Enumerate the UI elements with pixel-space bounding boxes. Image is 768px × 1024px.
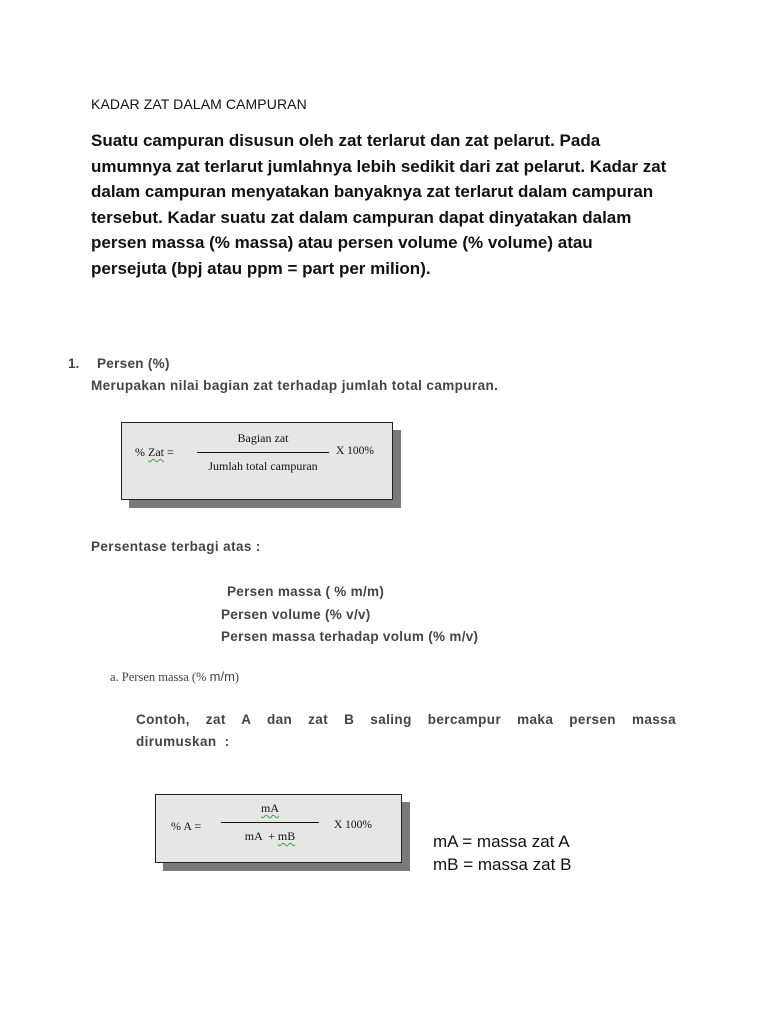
subsection-prefix: a. Persen massa (% [110,670,210,684]
page-title: KADAR ZAT DALAM CAMPURAN [91,96,307,112]
percent-types-heading: Persentase terbagi atas : [91,539,261,554]
formula-denominator: Jumlah total campuran [208,459,318,473]
formula-lhs [135,445,174,460]
formula-lhs-eq: = [164,445,174,459]
percent-types-list [221,581,478,649]
section-heading: Persen (%) [97,356,170,371]
formula-multiplier: X 100% [336,445,375,457]
formula-legend [433,830,571,876]
formula-denominator-a: mA [244,829,263,843]
formula-plus: + [262,829,278,843]
formula-lhs: % A = [171,819,202,833]
list-item: Persen massa terhadap volum (% m/v) [221,629,479,644]
example-text: Contoh, zat A dan zat B saling bercampur maka persen massa dirumuskan : [136,712,676,749]
formula-lhs-prefix: % [135,445,148,459]
mass-percent-formula-box [155,794,402,863]
formula-numerator-var: mA [261,801,279,815]
formula-numerator: Bagian zat [237,431,289,445]
formula-lhs-var: Zat [148,445,164,459]
list-item: Persen massa ( % m/m) [227,584,385,599]
formula-denominator-b: mB [277,829,296,843]
subsection-heading [110,669,239,685]
formula-multiplier: X 100% [334,819,373,831]
section-description: Merupakan nilai bagian zat terhadap jumlah total campuran. [91,378,499,393]
subsection-unit: m/m [209,669,235,684]
section-number: 1. [68,356,80,371]
legend-item: mB = massa zat B [433,855,572,874]
list-item: Persen volume (% v/v) [221,606,371,622]
percent-formula-box [121,422,393,500]
formula-numerator [221,801,319,822]
legend-item: mA = massa zat A [433,832,570,851]
formula-denominator [221,823,319,844]
formula-fraction [197,431,329,474]
subsection-suffix: ) [234,670,240,684]
intro-paragraph: Suatu campuran disusun oleh zat terlarut dan zat pelarut. Pada umumnya zat terlarut jumlahnya lebih sedikit dari zat pelarut. Kadar zat dalam campuran menyatakan banyaknya zat terlarut dalam campuran tersebut. Kadar suatu zat dalam campuran dapat dinyatakan dalam persen massa (% massa) atau persen volume (% volume) atau persejuta (bpj atau ppm = part per milion). [91,131,667,278]
formula-fraction [221,801,319,844]
